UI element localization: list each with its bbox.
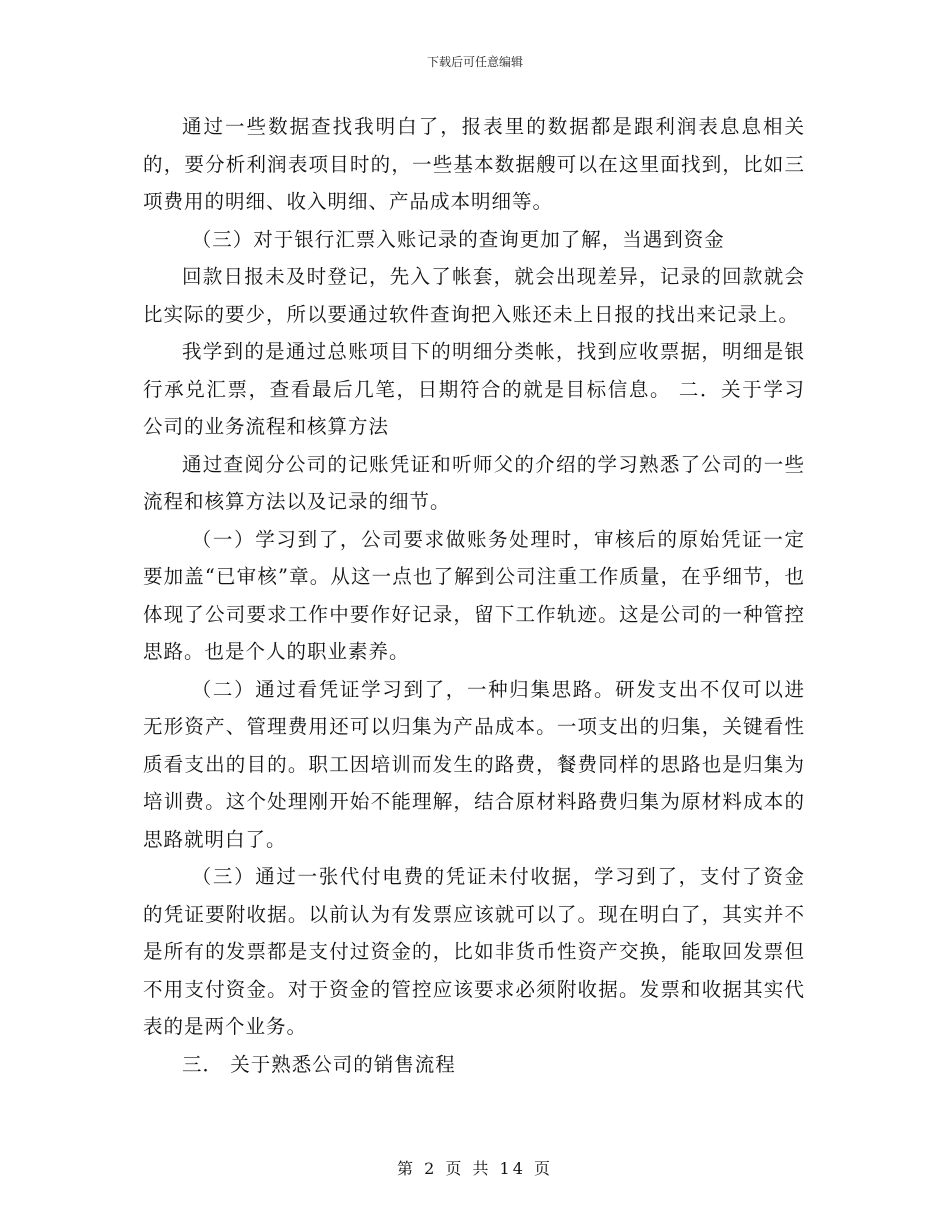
paragraph-voucher-review: 通过查阅分公司的记账凭证和听师父的介绍的学习熟悉了公司的一些流程和核算方法以及记录的细节。 bbox=[143, 452, 805, 513]
page-header: 下载后可任意编辑 bbox=[426, 55, 523, 69]
paragraph-bank-draft-detail: 回款日报未及时登记，先入了帐套，就会出现差异，记录的回款就会比实际的要少，所以要通过软件查询把入账还未上日报的找出来记录上。 bbox=[143, 265, 805, 326]
paragraph-receipt-requirement: （三）通过一张代付电费的凭证未付收据，学习到了，支付了资金的凭证要附收据。以前认为有发票应该就可以了。现在明白了，其实并不是所有的发票都是支付过资金的，比如非货币性资产交换，能取回发票但不用支付资金。对于资金的管控应该要求必须附收据。发票和收据其实代表的是两个业务。 bbox=[143, 865, 805, 1038]
document-body bbox=[143, 108, 805, 1083]
paragraph-report-data: 通过一些数据查找我明白了，报表里的数据都是跟利润表息息相关的，要分析利润表项目时的，一些基本数据艘可以在这里面找到，比如三项费用的明细、收入明细、产品成本明细等。 bbox=[143, 115, 805, 213]
paragraph-audit-stamp: （一）学习到了，公司要求做账务处理时，审核后的原始凭证一定要加盖“已审核”章。从这一点也了解到公司注重工作质量，在乎细节，也体现了公司要求工作中要作好记录，留下工作轨迹。这是公司的一种管控思路。也是个人的职业素养。 bbox=[143, 527, 805, 663]
page-footer: 第 2 页 共 14 页 bbox=[397, 1159, 553, 1178]
section-heading-sales-process: 三． 关于熟悉公司的销售流程 bbox=[182, 1052, 456, 1076]
paragraph-cost-allocation: （二）通过看凭证学习到了，一种归集思路。研发支出不仅可以进无形资产、管理费用还可以归集为产品成本。一项支出的归集，关键看性质看支出的目的。职工因培训而发生的路费，餐费同样的思路也是归集为培训费。这个处理刚开始不能理解，结合原材料路费归集为原材料成本的思路就明白了。 bbox=[143, 677, 805, 851]
paragraph-ledger-lookup: 我学到的是通过总账项目下的明细分类帐，找到应收票据，明细是银行承兑汇票，查看最后几笔，日期符合的就是目标信息。 二．关于学习公司的业务流程和核算方法 bbox=[143, 340, 805, 438]
paragraph-bank-draft-heading: （三）对于银行汇票入账记录的查询更加了解，当遇到资金 bbox=[191, 227, 725, 251]
